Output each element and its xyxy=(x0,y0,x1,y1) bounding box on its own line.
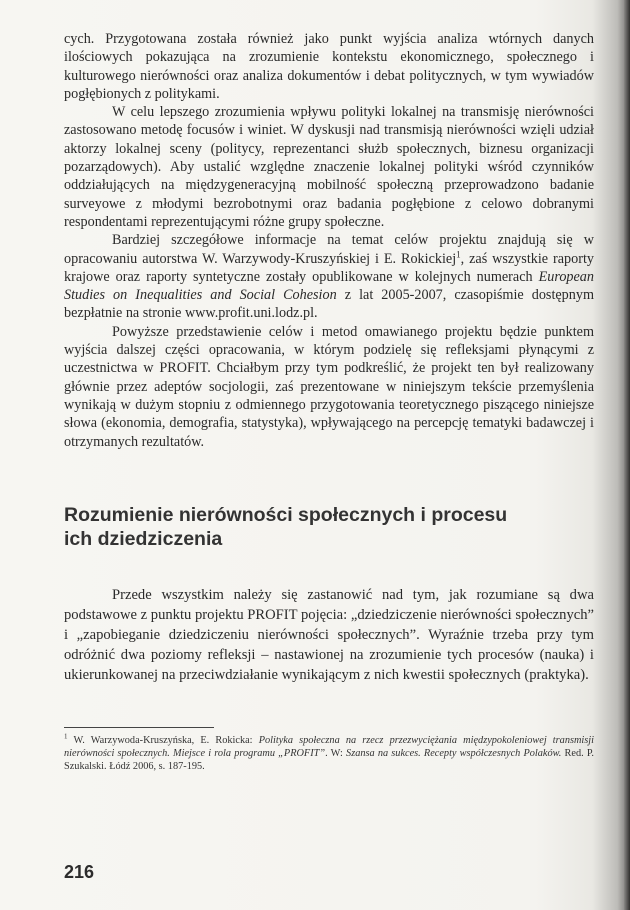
section-body xyxy=(64,585,594,685)
footnote xyxy=(64,734,594,774)
paragraph-continuation: cych. Przygotowana została również jako punkt wyjścia analiza wtórnych danych ilościowych pokazująca na zrozumienie kontekstu ekonomicznego, społecznego i kulturowego nierówności oraz analiza dokumentów i debat politycznych, w tym wywiadów pogłębionych z politykami. xyxy=(64,31,594,102)
journal-title: European Studies on Inequalities and Social Cohesion xyxy=(64,268,594,304)
paragraph-reflections: Powyższe przedstawienie celów i metod omawianego projektu będzie punktem wyjścia dalszej części opracowania, w którym podzielę się refleksjami płynącymi z uczestnictwa w PROFIT. Chciałbym przy tym podkreślić, że projekt ten był realizowany głównie przez adeptów socjologii, zaś prezentowane w niniejszym tekście przemyślenia wynikają w dużym stopniu z odmiennego przygotowania teoretycznego piszącego niniejsze słowa (ekonomia, demografia, statystyka), wpływającego na percepcję tematyki badawczej i otrzymanych rezultatów. xyxy=(64,323,594,450)
page-number: 216 xyxy=(64,862,95,882)
footnote-article-title: Polityka społeczna na rzecz przezwyciężania międzypokoleniowej transmisji nierówności społecznych. Miejsce i rola programu „PROFIT” xyxy=(64,734,595,760)
section-heading: Rozumienie nierówności społecznych i procesu ich dziedziczenia xyxy=(64,503,508,550)
footnote-reference: 1 xyxy=(456,248,461,259)
footnote-book-title: Szansa na sukces. Recepty współczesnych Polaków. xyxy=(346,748,562,760)
paragraph-project-info-text-c: z lat 2005-2007, czasopiśmie dostępnym bezpłatnie na stronie www.profit.uni.lodz.pl. xyxy=(64,287,594,322)
paragraph-project-info xyxy=(64,231,594,322)
footnote-authors: W. Warzywoda-Kruszyńska, E. Rokicka: xyxy=(67,734,259,746)
paragraph-focus-groups: W celu lepszego zrozumienia wpływu polityki lokalnej na transmisję nierówności zastosowano metodę focusów i winiet. W dyskusji nad transmisją nierówności wzięli udział aktorzy lokalnej sceny (politycy, reprezentanci służb społecznych, biznesu organizacji pozarządowych). Aby ustalić względne znaczenie lokalnej polityki wśród czynników oddziałujących na międzygeneracyjną mobilność społeczną przeprowadzono badanie surveyowe z młodymi bezrobotnymi oraz badania pogłębione z celowo dobranymi respondentami reprezentującymi różne grupy społeczne. xyxy=(64,104,594,230)
book-spine-shadow xyxy=(624,0,630,910)
footnote-divider xyxy=(64,727,214,728)
footnote-publication: Red. P. Szukalski. Łódź 2006, s. 187-195. xyxy=(64,748,594,773)
paragraph-concepts: Przede wszystkim należy się zastanowić nad tym, jak rozumiane są dwa podstawowe z punktu projektu PROFIT pojęcia: „dziedziczenie nierówności społecznych” i „zapobieganie dziedziczeniu nierówności społecznych”. Wyraźnie trzeba przy tym odróżnić dwa poziomy refleksji – nastawionej na zrozumienie tych procesów (nauka) i ukierunkowanej na przeciwdziałanie wynikającym z nich kwestii społecznych (praktyka). xyxy=(64,586,594,683)
paragraph-project-info-text-b: , zaś wszystkie raporty krajowe oraz raporty syntetyczne zostały opublikowane w kolejnych numerach xyxy=(64,250,594,285)
footnote-in: . W: xyxy=(325,748,347,760)
page-content xyxy=(64,30,594,784)
footnote-marker: 1 xyxy=(64,732,68,741)
paragraph-project-info-text-a: Bardziej szczegółowe informacje na temat celów projektu znajdują się w opracowaniu autorstwa W. Warzywody-Kruszyńskiej i E. Rokickiej xyxy=(64,232,594,267)
